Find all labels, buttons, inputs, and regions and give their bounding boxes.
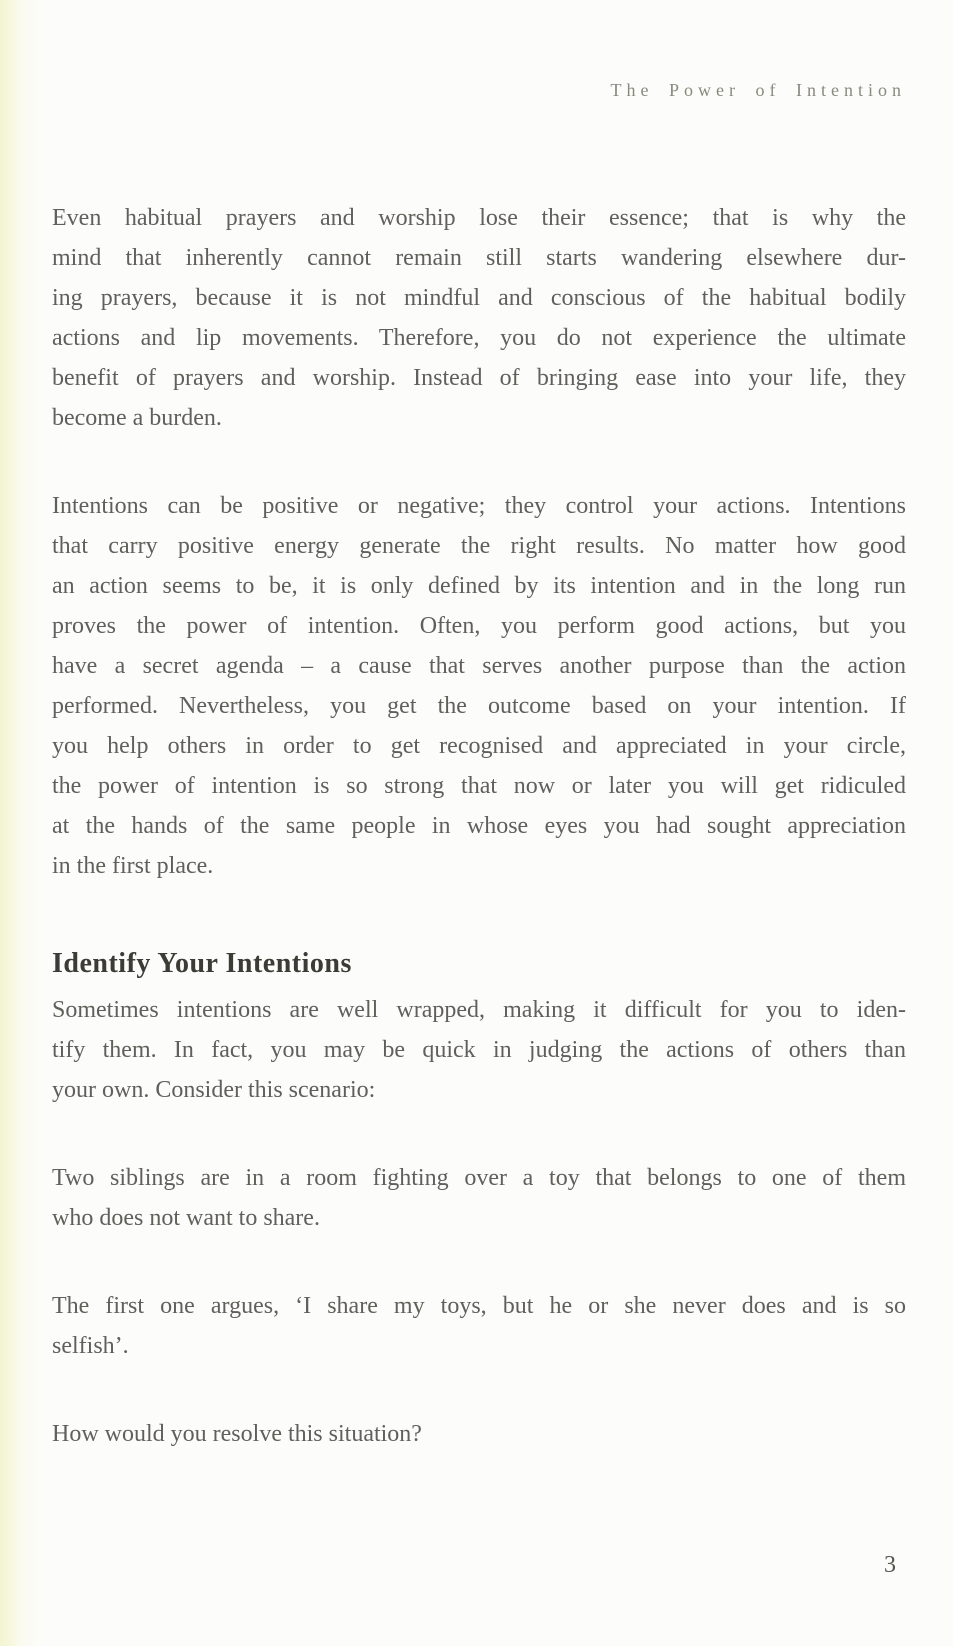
running-header: The Power of Intention <box>610 80 906 100</box>
text-line: actions and lip movements. Therefore, you do not experience the ultimate <box>52 325 906 351</box>
text-line: ing prayers, because it is not mindful and conscious of the habitual bodily <box>52 285 906 311</box>
page-number: 3 <box>884 1552 896 1578</box>
paragraph <box>52 1414 906 1454</box>
paragraph <box>52 1286 906 1366</box>
text-line: that carry positive energy generate the right results. No matter how good <box>52 533 906 559</box>
text-line: benefit of prayers and worship. Instead of bringing ease into your life, they <box>52 365 906 391</box>
text-line: an action seems to be, it is only defined by its intention and in the long run <box>52 573 906 599</box>
text-line: tify them. In fact, you may be quick in judging the actions of others than <box>52 1037 906 1063</box>
text-line: selfish’. <box>52 1333 129 1359</box>
text-line: who does not want to share. <box>52 1205 320 1231</box>
text-line: you help others in order to get recognised and appreciated in your circle, <box>52 733 906 759</box>
section-heading: Identify Your Intentions <box>52 948 352 979</box>
text-line: in the first place. <box>52 853 214 879</box>
text-line: proves the power of intention. Often, you perform good actions, but you <box>52 613 906 639</box>
text-line: at the hands of the same people in whose eyes you had sought appreciation <box>52 813 906 839</box>
text-line: performed. Nevertheless, you get the outcome based on your intention. If <box>52 693 906 719</box>
text-line: Intentions can be positive or negative; they control your actions. Intentions <box>52 493 906 519</box>
text-line: Two siblings are in a room fighting over a toy that belongs to one of them <box>52 1165 906 1191</box>
text-line: have a secret agenda – a cause that serves another purpose than the action <box>52 653 906 679</box>
page-content <box>52 198 906 1454</box>
text-line: The first one argues, ‘I share my toys, but he or she never does and is so <box>52 1293 906 1319</box>
text-line: become a burden. <box>52 405 222 431</box>
text-line: Sometimes intentions are well wrapped, making it difficult for you to iden- <box>52 997 906 1023</box>
text-line: the power of intention is so strong that now or later you will get ridiculed <box>52 773 906 799</box>
text-line: your own. Consider this scenario: <box>52 1077 376 1103</box>
paragraph <box>52 1158 906 1238</box>
text-line: mind that inherently cannot remain still starts wandering elsewhere dur- <box>52 245 906 271</box>
paragraph <box>52 990 906 1110</box>
text-line: Even habitual prayers and worship lose their essence; that is why the <box>52 205 906 231</box>
text-line: How would you resolve this situation? <box>52 1421 422 1447</box>
paragraph <box>52 486 906 886</box>
paragraph <box>52 198 906 438</box>
